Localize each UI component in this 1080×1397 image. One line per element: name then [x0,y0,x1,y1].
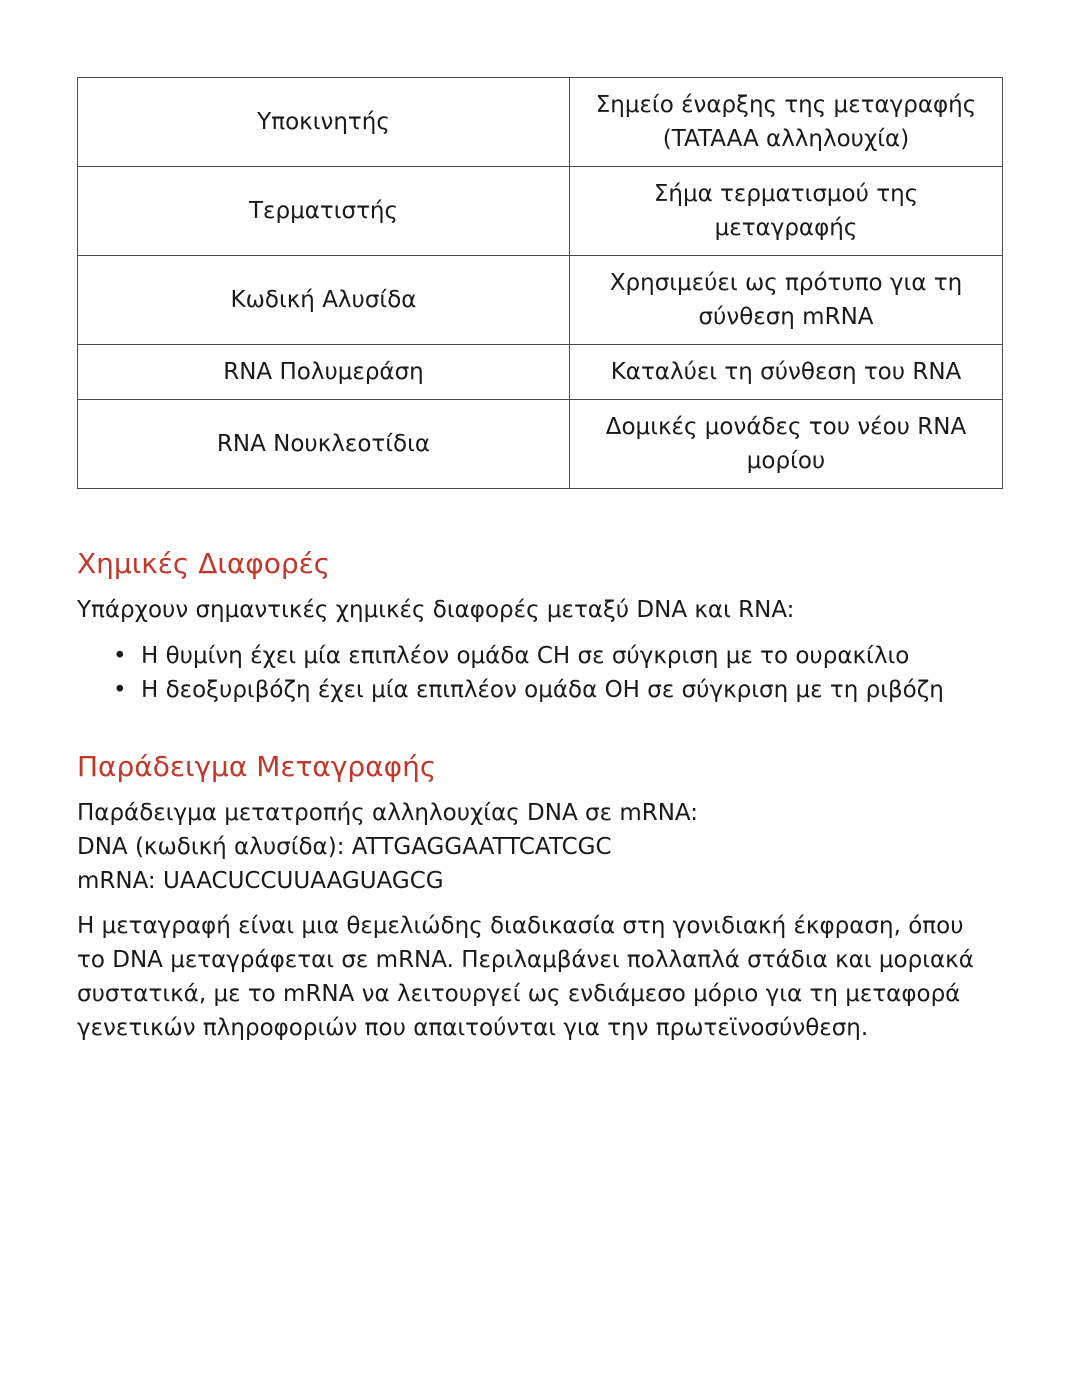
role-line: μορίου [746,448,826,474]
role-cell [570,78,1003,167]
table-row [78,256,1003,345]
summary-line: το DNA μεταγράφεται σε mRNA. Περιλαμβάνει πολλαπλά στάδια και μοριακά [77,947,974,973]
component-cell: RNA Πολυμεράση [78,345,570,400]
example-intro: Παράδειγμα μετατροπής αλληλουχίας DNA σε mRNA: [77,800,698,826]
role-line: Χρησιμεύει ως πρότυπο για τη [609,270,963,296]
role-line: Δομικές μονάδες του νέου RNA [605,414,967,440]
chemical-differences-intro: Υπάρχουν σημαντικές χημικές διαφορές μεταξύ DNA και RNA: [77,597,795,623]
role-line: Καταλύει τη σύνθεση του RNA [610,359,962,385]
dna-sequence-line: DNA (κωδική αλυσίδα): ATTGAGGAATTCATCGC [77,834,612,860]
list-item [77,639,944,673]
transcription-example-heading: Παράδειγμα Μεταγραφής [77,750,437,783]
table-row [78,78,1003,167]
role-cell [570,167,1003,256]
component-cell: RNA Νουκλεοτίδια [78,400,570,489]
table-row [78,167,1003,256]
bullet-icon: • [113,643,127,669]
chemical-differences-list [77,639,944,707]
summary-paragraph [77,909,1003,1045]
list-item [77,673,944,707]
summary-line: συστατικά, με το mRNA να λειτουργεί ως ενδιάμεσο μόριο για τη μεταφορά [77,981,961,1007]
role-cell [570,256,1003,345]
transcription-example-block [77,796,698,898]
chemical-differences-heading: Χημικές Διαφορές [77,547,331,580]
transcription-components-table [77,77,1003,489]
document-page [77,77,1003,1041]
table-row [78,400,1003,489]
component-cell: Τερματιστής [78,167,570,256]
role-line: Σήμα τερματισμού της μεταγραφής [653,181,919,241]
mrna-sequence-line: mRNA: UAACUCCUUAAGUAGCG [77,868,444,894]
summary-line: γενετικών πληροφοριών που απαιτούνται για την πρωτεϊνοσύνθεση. [77,1015,869,1041]
role-cell [570,400,1003,489]
component-cell: Υποκινητής [78,78,570,167]
component-cell: Κωδική Αλυσίδα [78,256,570,345]
summary-line: Η μεταγραφή είναι μια θεμελιώδης διαδικασία στη γονιδιακή έκφραση, όπου [77,913,964,939]
table-row [78,345,1003,400]
list-item-text: Η θυμίνη έχει μία επιπλέον ομάδα CH σε σύγκριση με το ουρακίλιο [141,643,910,669]
role-line: σύνθεση mRNA [698,304,874,330]
bullet-icon: • [113,677,127,703]
list-item-text: Η δεοξυριβόζη έχει μία επιπλέον ομάδα OH σε σύγκριση με τη ριβόζη [141,677,944,703]
role-line: Σημείο έναρξης της μεταγραφής [595,92,977,118]
role-line: (TATAAA αλληλουχία) [662,126,910,152]
role-cell [570,345,1003,400]
